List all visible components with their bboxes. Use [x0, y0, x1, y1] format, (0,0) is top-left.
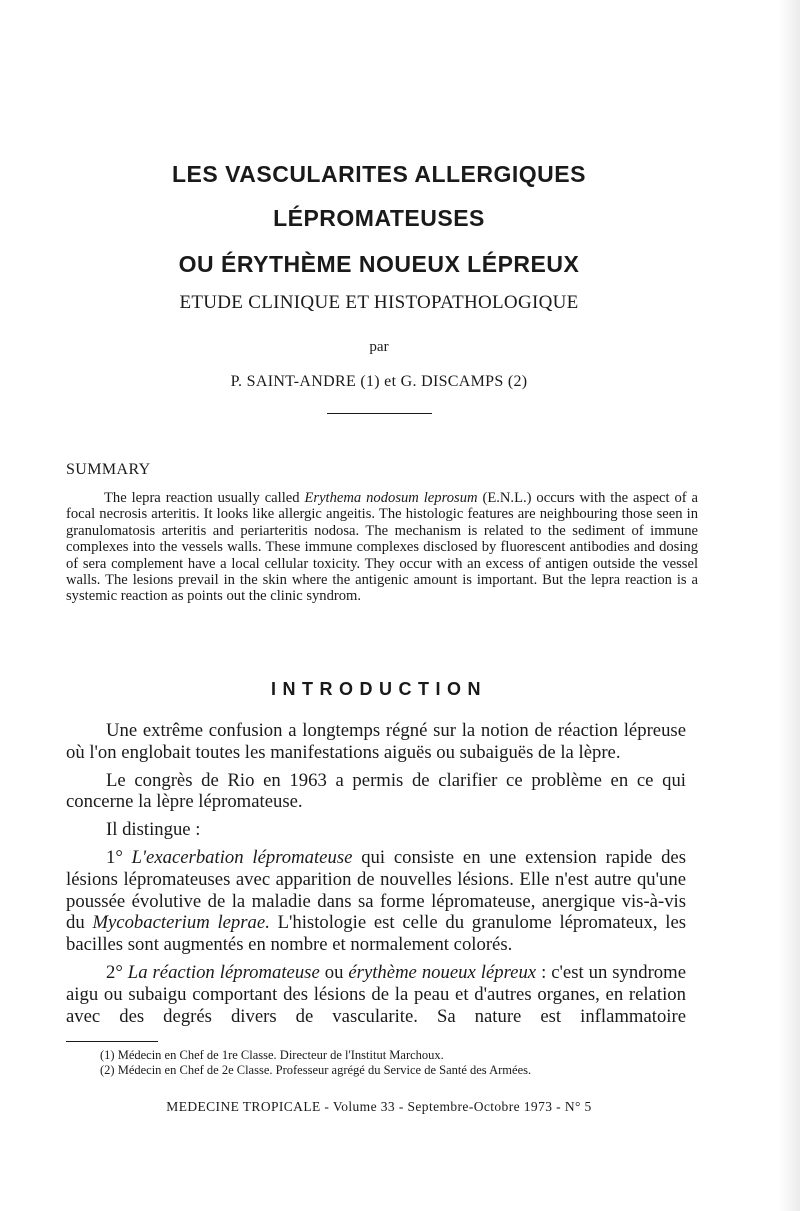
- item-number-1: 1°: [106, 846, 132, 868]
- term-erytheme: érythème noueux lépreux: [348, 961, 537, 983]
- article-title-line-3: OU ÉRYTHÈME NOUEUX LÉPREUX: [178, 251, 580, 277]
- summary-text-b: (E.N.L.) occurs with the aspect of a focal necrosis arteritis. It looks like allergic angeitis. The histologic features are neighbouring those seen in granulomatosis arteritis and periarteritis nodosa. The mechanism is related to the sediment of immune complexes into the vessels walls. These immune complexes disclosed by fluorescent antibodies and dosing of sera complement have a local cellular toxicity. They occur with an excess of antigen outside the vessel walls. The lesions prevail in the skin where the antigenic amount is important. But the lepra reaction is a systemic reaction as points out the clinic syndrom.: [66, 490, 699, 605]
- introduction-body: [66, 720, 686, 1033]
- intro-p4-text-a: qui consiste en une extension rapide des lésions lépromateuses avec apparition de nouvelles lésions. Elle n'est autre qu'une poussée évolutive de la maladie dans sa forme lépromateuse, anergique vis-à-vis du: [66, 846, 686, 934]
- footnote-2: (2) Médecin en Chef de 2e Classe. Professeur agrégé du Service de Santé des Armées.: [100, 1063, 532, 1077]
- intro-paragraph-4: [66, 847, 686, 956]
- intro-paragraph-5: [66, 962, 686, 1027]
- intro-p5-text-a: ou: [319, 961, 349, 983]
- footnotes: [100, 1048, 531, 1078]
- summary-paragraph: [66, 490, 698, 605]
- intro-paragraph-2: Le congrès de Rio en 1963 a permis de clarifier ce problème en ce qui concerne la lèpre lépromateuse.: [66, 769, 686, 813]
- introduction-heading: INTRODUCTION: [271, 679, 487, 699]
- intro-paragraph-3: Il distingue :: [106, 819, 201, 841]
- term-exacerbation: L'exacerbation lépromateuse: [131, 846, 353, 868]
- footnote-1: (1) Médecin en Chef de 1re Classe. Directeur de l'Institut Marchoux.: [100, 1048, 444, 1062]
- term-reaction: La réaction lépromateuse: [127, 961, 320, 983]
- scan-edge-shadow: [778, 0, 800, 1211]
- article-title-line-1: LES VASCULARITES ALLERGIQUES: [172, 161, 586, 187]
- intro-p5-text-b: : c'est un syndrome aigu ou subaigu comportant des lésions de la peau et d'autres organes, en relation avec des degrés divers de vascularite. Sa nature est inflammatoire: [66, 961, 686, 1027]
- byline-par: par: [369, 339, 389, 355]
- footnote-divider: [66, 1041, 158, 1042]
- title-divider: [327, 413, 432, 414]
- authors: P. SAINT-ANDRE (1) et G. DISCAMPS (2): [230, 373, 528, 390]
- article-subtitle: ETUDE CLINIQUE ET HISTOPATHOLOGIQUE: [179, 292, 579, 313]
- article-title-line-2: LÉPROMATEUSES: [273, 205, 485, 231]
- item-number-2: 2°: [106, 961, 128, 983]
- term-mycobacterium: Mycobacterium leprae.: [92, 912, 270, 934]
- journal-footer: MEDECINE TROPICALE - Volume 33 - Septembre-Octobre 1973 - N° 5: [166, 1099, 592, 1114]
- summary-heading: SUMMARY: [66, 461, 151, 478]
- summary-text-a: The lepra reaction usually called: [104, 490, 305, 506]
- intro-paragraph-1: Une extrême confusion a longtemps régné sur la notion de réaction lépreuse où l'on englobait toutes les manifestations aiguës ou subaiguës de la lèpre.: [66, 720, 686, 763]
- intro-p4-text-b: L'histologie est celle du granulome lépromateux, les bacilles sont augmentés en nombre et normalement colorés.: [66, 912, 687, 956]
- summary-italic-term: Erythema nodosum leprosum: [304, 490, 478, 506]
